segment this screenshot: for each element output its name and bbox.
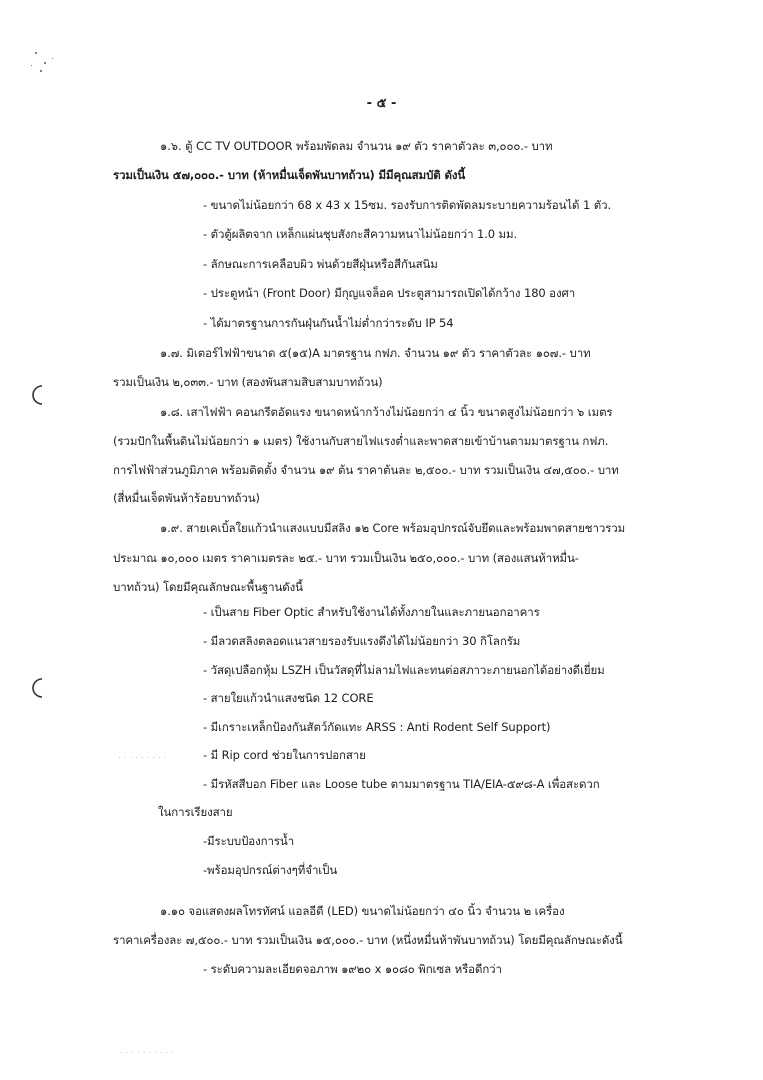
item-1-10-spec: - ระดับความละเอียดจอภาพ ๑๙๒๐ x ๑๐๘๐ พิกเซล หรือดีกว่า (203, 962, 502, 976)
item-1-9-extra: -พร้อมอุปกรณ์ต่างๆที่จำเป็น (203, 863, 338, 877)
item-1-8-line: การไฟฟ้าส่วนภูมิภาค พร้อมติดตั้ง จำนวน ๑๙ ต้น ราคาต้นละ ๒,๕๐๐.- บาท รวมเป็นเงิน ๔๗,๕๐๐.- บาท (113, 463, 619, 477)
item-1-9-spec: - วัสดุเปลือกหุ้ม LSZH เป็นวัสดุที่ไม่ลามไฟและทนต่อสภาวะภายนอกได้อย่างดีเยี่ยม (203, 663, 605, 677)
item-1-10-line: ราคาเครื่องละ ๗,๕๐๐.- บาท รวมเป็นเงิน ๑๕,๐๐๐.- บาท (หนึ่งหมื่นห้าพันบาทถ้วน) โดยมีคุณลักษณะดังนี้ (113, 933, 623, 947)
item-1-8-line: (รวมปักในพื้นดินไม่น้อยกว่า ๑ เมตร) ใช้งานกับสายไฟแรงต่ำและพาดสายเข้าบ้านตามมาตรฐาน กฟภ. (113, 434, 609, 448)
page-number: - ๕ - (366, 96, 397, 111)
item-1-8-line: (สี่หมื่นเจ็ดพันห้าร้อยบาทถ้วน) (113, 491, 260, 505)
item-1-8-heading: ๑.๘. เสาไฟฟ้า คอนกรีตอัดแรง ขนาดหน้ากว้างไม่น้อยกว่า ๔ นิ้ว ขนาดสูงไม่น้อยกว่า ๖ เมตร (160, 405, 613, 419)
item-1-9-spec: - สายใยแก้วนำแสงชนิด 12 CORE (203, 691, 374, 705)
item-1-9-continuation: ในการเรียงสาย (158, 805, 233, 819)
scan-speck (35, 52, 37, 54)
item-1-6-spec: - ขนาดไม่น้อยกว่า 68 x 43 x 15ซม. รองรับการติดพัดลมระบายความร้อนได้ 1 ตัว. (203, 198, 612, 212)
item-1-6-heading: ๑.๖. ตู้ CC TV OUTDOOR พร้อมพัดลม จำนวน ๑๙ ตัว ราคาตัวละ ๓,๐๐๐.- บาท (160, 139, 553, 153)
item-1-6-spec: - ได้มาตรฐานการกันฝุ่นกันน้ำไม่ต่ำกว่าระดับ IP 54 (203, 316, 454, 330)
scan-speck (44, 62, 46, 64)
item-1-9-spec: - มีเกราะเหล็กป้องกันสัตว์กัดแทะ ARSS : Anti Rodent Self Support) (203, 720, 551, 734)
binder-hole-mark (30, 677, 44, 699)
item-1-10-heading: ๑.๑๐ จอแสดงผลโทรทัศน์ แอลอีดี (LED) ขนาดไม่น้อยกว่า ๔๐ นิ้ว จำนวน ๒ เครื่อง (160, 904, 565, 918)
scan-artifact: . . . . . . . . . (118, 751, 167, 761)
item-1-9-line: บาทถ้วน) โดยมีคุณลักษณะพื้นฐานดังนี้ (113, 580, 303, 594)
scan-speck (31, 65, 32, 66)
item-1-6-total: รวมเป็นเงิน ๕๗,๐๐๐.- บาท (ห้าหมื่นเจ็ดพันบาทถ้วน) มีมีคุณสมบัติ ดังนี้ (113, 168, 466, 182)
scan-speck (52, 58, 53, 59)
item-1-9-spec: - มี Rip cord ช่วยในการปอกสาย (203, 748, 366, 762)
item-1-6-spec: - ลักษณะการเคลือบผิว พ่นด้วยสีฝุ่นหรือสีกันสนิม (203, 257, 438, 271)
item-1-9-spec: - มีลวดสลิงตลอดแนวสายรองรับแรงดึงได้ไม่น้อยกว่า 30 กิโลกรัม (203, 634, 521, 648)
item-1-9-spec: - มีรหัสสีบอก Fiber และ Loose tube ตามมาตรฐาน TIA/EIA-๕๙๘-A เพื่อสะดวก (203, 777, 600, 791)
item-1-9-heading: ๑.๙. สายเคเบิ้ลใยแก้วนำแสงแบบมีสลิง ๑๒ Core พร้อมอุปกรณ์จับยึดและพร้อมพาดสายชาวรวม (160, 521, 626, 535)
item-1-6-spec: - ตัวตู้ผลิตจาก เหล็กแผ่นชุบสังกะสีความหนาไม่น้อยกว่า 1.0 มม. (203, 227, 518, 241)
scan-speck (40, 70, 42, 72)
item-1-9-extra: -มีระบบป้องการน้ำ (203, 834, 295, 848)
scan-artifact: . . . . . . . . . . (120, 1046, 175, 1056)
item-1-7-total: รวมเป็นเงิน ๒,๐๓๓.- บาท (สองพันสามสิบสามบาทถ้วน) (113, 375, 383, 389)
binder-hole-mark (30, 384, 44, 406)
item-1-6-spec: - ประตูหน้า (Front Door) มีกุญแจล็อค ประตูสามารถเปิดได้กว้าง 180 องศา (203, 286, 576, 300)
item-1-7-heading: ๑.๗. มิเตอร์ไฟฟ้าขนาด ๕(๑๕)A มาตรฐาน กฟภ. จำนวน ๑๙ ตัว ราคาตัวละ ๑๐๗.- บาท (160, 346, 591, 360)
item-1-9-spec: - เป็นสาย Fiber Optic สำหรับใช้งานได้ทั้งภายในและภายนอกอาคาร (203, 605, 540, 619)
item-1-9-line: ประมาณ ๑๐,๐๐๐ เมตร ราคาเมตรละ ๒๕.- บาท รวมเป็นเงิน ๒๕๐,๐๐๐.- บาท (สองแสนห้าหมื่น- (113, 551, 579, 565)
